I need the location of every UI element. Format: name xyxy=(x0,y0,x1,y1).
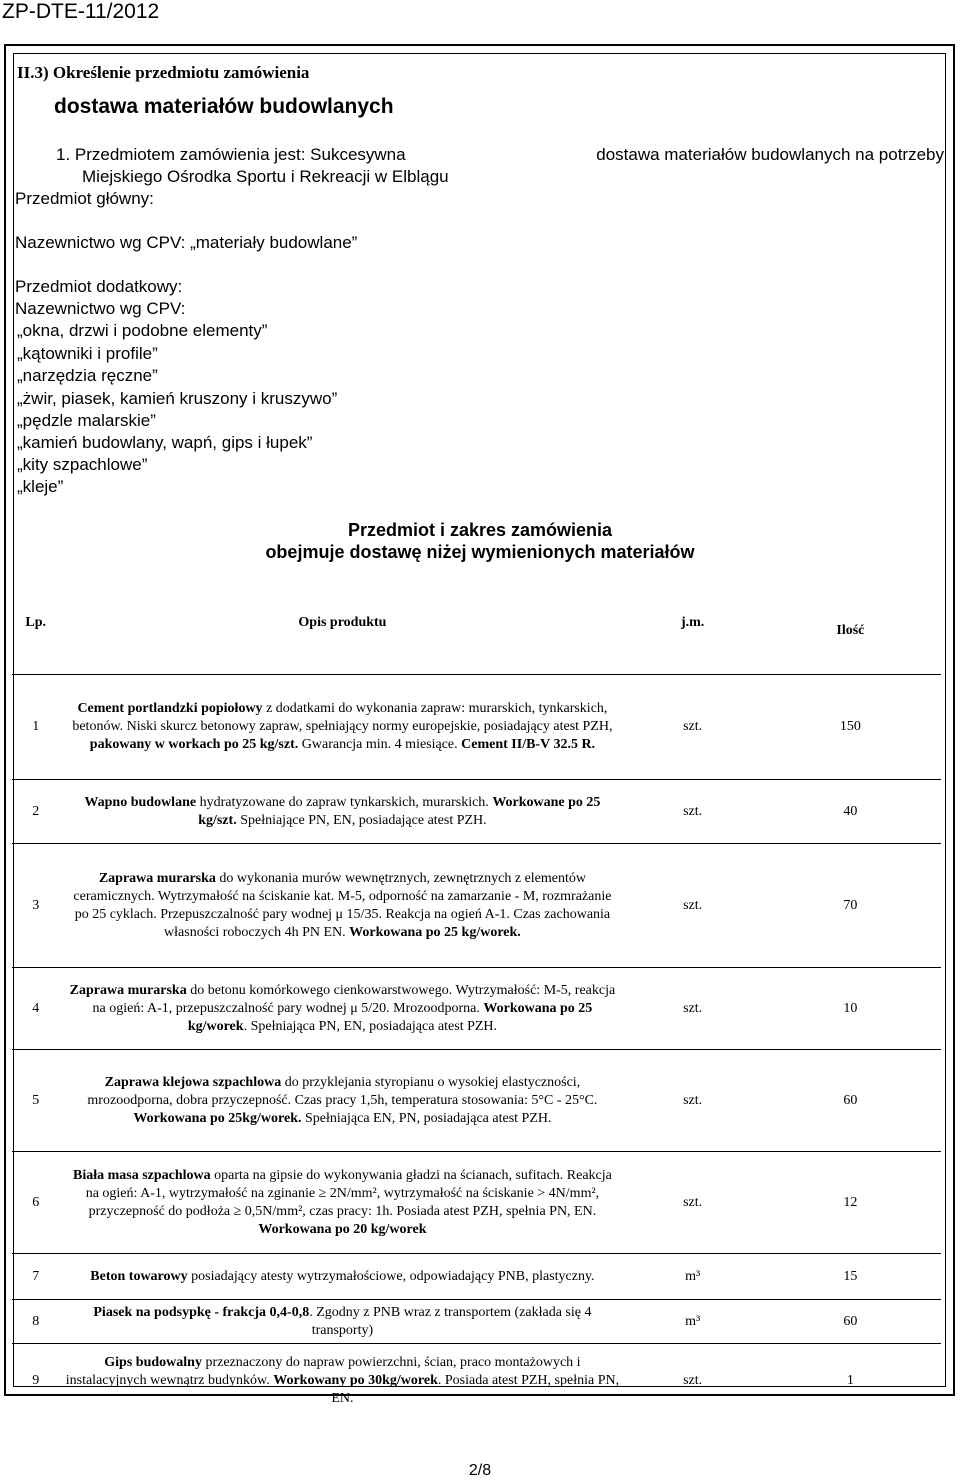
description-emphasis: Zaprawa klejowa szpachlowa xyxy=(104,1074,282,1090)
cpv-item: „narzędzia ręczne” xyxy=(17,366,158,385)
table-header-row xyxy=(12,605,941,675)
main-subject-label: Przedmiot główny: xyxy=(15,189,154,208)
row-quantity: 10 xyxy=(760,968,941,1050)
intro-line-1 xyxy=(56,145,944,165)
table-row xyxy=(12,1152,941,1254)
row-unit: szt. xyxy=(683,1372,703,1388)
row-lp: 2 xyxy=(12,780,59,844)
cpv-item: „kamień budowlany, wapń, gips i łupek” xyxy=(17,433,313,452)
page-number: 2/8 xyxy=(468,1462,492,1479)
table-row xyxy=(12,675,941,780)
scope-heading-line-1: Przedmiot i zakres zamówienia xyxy=(347,520,613,540)
row-unit: szt. xyxy=(625,1050,759,1152)
table-row xyxy=(12,1050,941,1152)
cpv-item: „kity szpachlowe” xyxy=(17,455,148,474)
description-emphasis: Workowana po 25kg/worek. xyxy=(133,1110,302,1126)
row-quantity: 60 xyxy=(760,1050,941,1152)
row-quantity: 60 xyxy=(760,1300,941,1344)
row-unit: szt. xyxy=(625,780,759,844)
cpv-item: „kątowniki i profile” xyxy=(17,344,158,363)
description-emphasis: Workowane po 25 kg/szt. xyxy=(198,794,601,828)
description-emphasis: Cement portlandzki popiołowy xyxy=(77,701,263,716)
row-quantity: 40 xyxy=(760,780,941,844)
cpv-item: „kleje” xyxy=(17,477,64,496)
cpv-item: „okna, drzwi i podobne elementy” xyxy=(17,321,268,340)
row-description: Cement portlandzki popiołowy z dodatkami do wykonania zapraw: murarskich, tynkarskich, betonów. Niski skurcz betonowy zapraw, spełniający normy europejskie, posiadający atest PZH, pakowany w workach po 25 kg/szt. Gwarancja min. 4 miesiące. Cement II/B-V 32.5 R. xyxy=(59,675,625,780)
row-lp: 4 xyxy=(12,968,59,1050)
description-emphasis: Beton towarowy xyxy=(90,1268,188,1284)
description-emphasis: Workowany po 30kg/worek xyxy=(273,1372,438,1388)
row-unit: szt. xyxy=(625,675,759,780)
row-unit: szt. xyxy=(625,968,759,1050)
cpv-item: „pędzle malarskie” xyxy=(17,411,156,430)
row-lp: 9 xyxy=(32,1372,40,1388)
cpv-item: „żwir, piasek, kamień kruszony i kruszywo” xyxy=(17,389,338,408)
subject-heading: dostawa materiałów budowlanych xyxy=(54,95,394,118)
row-description: Zaprawa murarska do wykonania murów wewnętrznych, zewnętrznych z elementów ceramicznych. Wytrzymałość na ściskanie kat. M-5, odporność na zamarzanie - M, rozmrażanie po 25 cyklach. Przepuszczalność pary wodnej μ 15/35. Reakcja na ogień A-1. Czas zachowania własności roboczych 4h PN EN. Workowana po 25 kg/worek. xyxy=(59,844,625,968)
row-quantity: 15 xyxy=(760,1254,941,1300)
row-lp: 3 xyxy=(12,844,59,968)
row-description: Piasek na podsypkę - frakcja 0,4-0,8. Zgodny z PNB wraz z transportem (zakłada się 4 transporty) xyxy=(59,1300,625,1344)
row-unit: szt. xyxy=(625,1152,759,1254)
description-emphasis: Biała masa szpachlowa xyxy=(72,1167,211,1183)
intro-left: 1. Przedmiotem zamówienia jest: Sukcesywna xyxy=(56,145,406,164)
row-quantity: 1 xyxy=(846,1372,854,1388)
description-emphasis: Zaprawa murarska xyxy=(69,982,187,998)
header-description: Opis produktu xyxy=(59,605,625,675)
table-row xyxy=(12,1300,941,1344)
row-unit: m³ xyxy=(625,1254,759,1300)
row-description: Beton towarowy posiadający atesty wytrzymałościowe, odpowiadający PNB, plastyczny. xyxy=(59,1254,625,1300)
additional-cpv-label: Nazewnictwo wg CPV: xyxy=(15,299,186,318)
table-row xyxy=(12,968,941,1050)
row-quantity: 12 xyxy=(760,1152,941,1254)
description-emphasis: Workowana po 20 kg/worek xyxy=(258,1221,427,1237)
table-row xyxy=(12,780,941,844)
additional-subject-label: Przedmiot dodatkowy: xyxy=(15,277,183,296)
row-description: Gips budowalny przeznaczony do napraw powierzchni, ścian, praco montażowych i instalacyjnych wewnątrz budynków. Workowany po 30kg/worek. Posiada atest PZH, spełnia PN, EN. xyxy=(65,1354,620,1406)
products-table xyxy=(12,605,941,1418)
scope-heading-line-2: obejmuje dostawę niżej wymienionych materiałów xyxy=(265,542,695,562)
intro-right: dostawa materiałów budowlanych na potrzeby xyxy=(596,145,944,164)
description-emphasis: Piasek na podsypkę - frakcja 0,4-0,8 xyxy=(93,1304,310,1320)
table-row xyxy=(12,1344,941,1418)
row-lp: 5 xyxy=(12,1050,59,1152)
description-emphasis: Workowana po 25 kg/worek xyxy=(187,1000,593,1034)
row-quantity: 70 xyxy=(760,844,941,968)
table-row xyxy=(12,844,941,968)
row-unit: m³ xyxy=(625,1300,759,1344)
description-emphasis: Workowana po 25 kg/worek. xyxy=(349,924,521,940)
description-emphasis: Cement II/B-V 32.5 R. xyxy=(461,737,596,752)
row-description: Biała masa szpachlowa oparta na gipsie do wykonywania gładzi na ścianach, sufitach. Reakcja na ogień: A-1, wytrzymałość na zginanie ≥ 2N/mm², wytrzymałość na ściskanie > 4N/mm², przyczepność do podłoża ≥ 0,5N/mm², czas pracy: 1h. Posiada atest PZH, spełnia PN, EN. Workowana po 20 kg/worek xyxy=(59,1152,625,1254)
main-cpv: Nazewnictwo wg CPV: „materiały budowlane” xyxy=(15,233,358,252)
row-quantity: 150 xyxy=(760,675,941,780)
row-lp: 1 xyxy=(12,675,59,780)
description-emphasis: Gips budowalny xyxy=(104,1354,202,1370)
row-description: Wapno budowlane hydratyzowane do zapraw tynkarskich, murarskich. Workowane po 25 kg/szt. Spełniające PN, EN, posiadające atest PZH. xyxy=(59,780,625,844)
section-title: II.3) Określenie przedmiotu zamówienia xyxy=(17,63,310,82)
row-lp: 8 xyxy=(12,1300,59,1344)
header-quantity: Ilość xyxy=(760,605,941,675)
table-row xyxy=(12,1254,941,1300)
document-id: ZP-DTE-11/2012 xyxy=(2,0,160,23)
header-unit: j.m. xyxy=(625,605,759,675)
row-description: Zaprawa klejowa szpachlowa do przyklejania styropianu o wysokiej elastyczności, mrozoodporna, dobra przyczepność. Czas pracy 1,5h, temperatura stosowania: 5°C - 25°C. Workowana po 25kg/worek. Spełniająca EN, PN, posiadająca atest PZH. xyxy=(59,1050,625,1152)
row-unit: szt. xyxy=(625,844,759,968)
row-description: Zaprawa murarska do betonu komórkowego cienkowarstwowego. Wytrzymałość: M-5, reakcja na ogień: A-1, przepuszczalność pary wodnej μ 5/20. Mrozoodporna. Workowana po 25 kg/worek. Spełniająca PN, EN, posiadająca atest PZH. xyxy=(59,968,625,1050)
row-lp: 6 xyxy=(12,1152,59,1254)
description-emphasis: Wapno budowlane xyxy=(84,794,197,810)
header-lp: Lp. xyxy=(12,605,59,675)
description-emphasis: Zaprawa murarska xyxy=(98,870,216,886)
description-emphasis: pakowany w workach po 25 kg/szt. xyxy=(89,737,299,752)
intro-line-2: Miejskiego Ośrodka Sportu i Rekreacji w Elblągu xyxy=(82,167,449,186)
row-lp: 7 xyxy=(12,1254,59,1300)
